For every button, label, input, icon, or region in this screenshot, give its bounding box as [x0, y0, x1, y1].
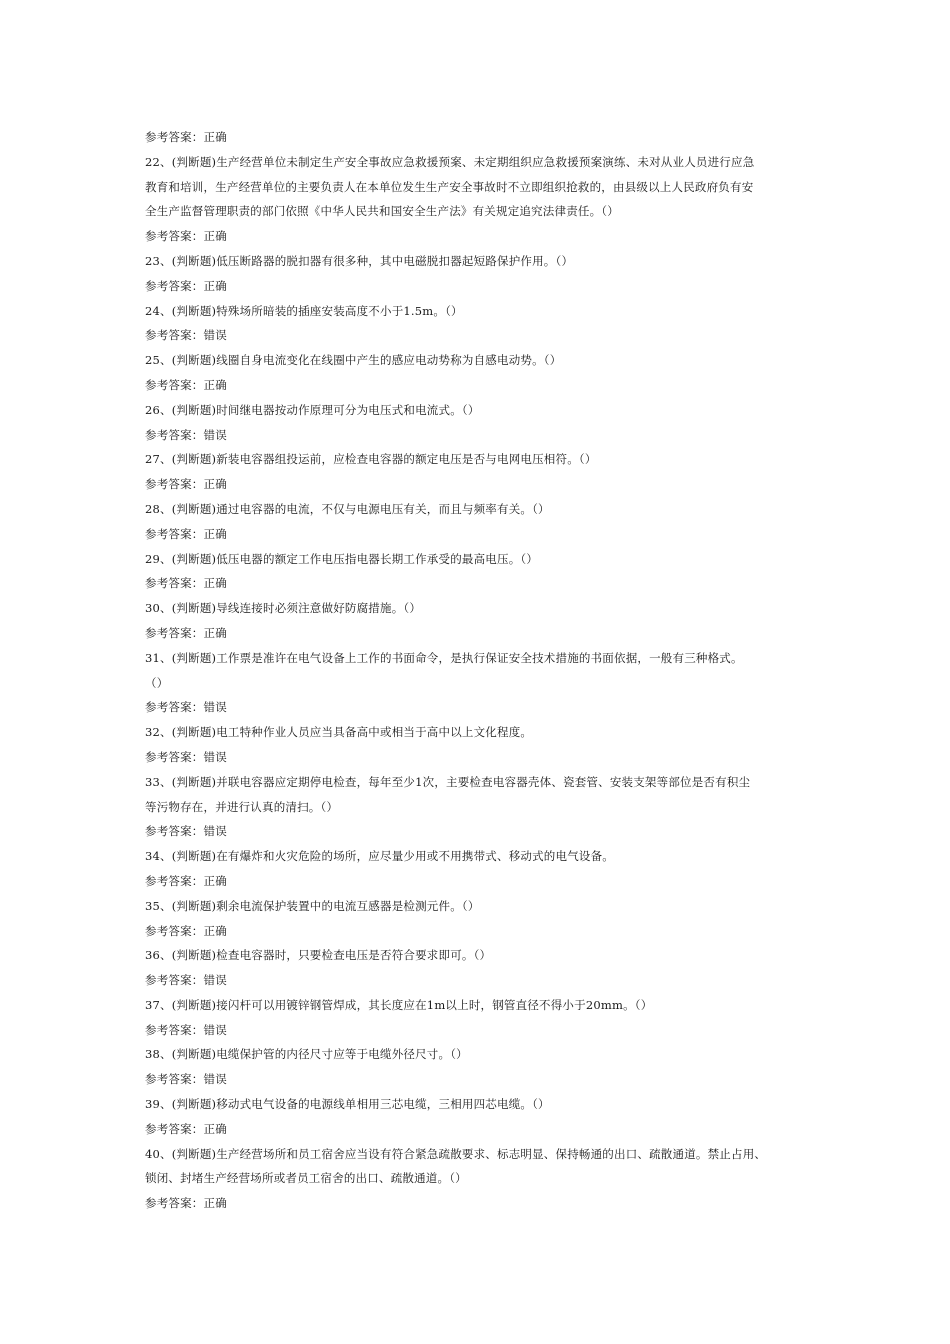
question-line: 37、(判断题)接闪杆可以用镀锌钢管焊成，其长度应在1m以上时，钢管直径不得小于20mm。（） [145, 997, 653, 1012]
answer-line: 参考答案：正确 [145, 130, 227, 144]
answer-line: 参考答案：错误 [145, 1072, 227, 1087]
question-line: 22、(判断题)生产经营单位未制定生产安全事故应急救援预案、未定期组织应急救援预案演练、未对从业人员进行应急 [145, 154, 755, 169]
answer-line: 参考答案：正确 [145, 1121, 227, 1136]
question-line: 30、(判断题)导线连接时必须注意做好防腐措施。（） [145, 601, 422, 616]
answer-line: 参考答案：错误 [145, 749, 227, 764]
question-line: 26、(判断题)时间继电器按动作原理可分为电压式和电流式。（） [145, 402, 480, 417]
question-line: 24、(判断题)特殊场所暗装的插座安装高度不小于1.5m。（） [145, 303, 463, 318]
question-line: 36、(判断题)检查电容器时，只要检查电压是否符合要求即可。（） [145, 948, 492, 963]
question-line: 28、(判断题)通过电容器的电流，不仅与电源电压有关，而且与频率有关。（） [145, 501, 550, 516]
answer-line: 参考答案：错误 [145, 328, 227, 343]
answer-line: 参考答案：正确 [145, 576, 227, 591]
question-line: 38、(判断题)电缆保护管的内径尺寸应等于电缆外径尺寸。（） [145, 1047, 468, 1062]
answer-line: 参考答案：正确 [145, 873, 227, 888]
answer-line: 参考答案：错误 [145, 700, 227, 715]
answer-line: 参考答案：正确 [145, 377, 227, 392]
document-page [145, 125, 815, 1216]
question-line: 31、(判断题)工作票是准许在电气设备上工作的书面命令，是执行保证安全技术措施的书面依据，一般有三种格式。 [145, 650, 743, 665]
answer-line: 参考答案：正确 [145, 526, 227, 541]
question-line: 等污物存在，并进行认真的清扫。（） [145, 799, 339, 814]
question-line: 锁闭、封堵生产经营场所或者员工宿舍的出口、疏散通道。（） [145, 1171, 467, 1186]
question-line: 34、(判断题)在有爆炸和火灾危险的场所，应尽量少用或不用携带式、移动式的电气设备。 [145, 849, 615, 864]
answer-line: 参考答案：正确 [145, 229, 227, 244]
question-line: 教育和培训，生产经营单位的主要负责人在本单位发生生产安全事故时不立即组织抢救的，由县级以上人民政府负有安 [145, 179, 754, 194]
answer-line: 参考答案：错误 [145, 973, 227, 988]
question-line: 32、(判断题)电工特种作业人员应当具备高中或相当于高中以上文化程度。 [145, 725, 533, 740]
answer-line: 参考答案：错误 [145, 427, 227, 442]
question-line: 40、(判断题)生产经营场所和员工宿舍应当设有符合紧急疏散要求、标志明显、保持畅通的出口、疏散通道。禁止占用、 [145, 1146, 767, 1161]
question-line: 25、(判断题)线圈自身电流变化在线圈中产生的感应电动势称为自感电动势。（） [145, 353, 562, 368]
answer-line: 参考答案：正确 [145, 278, 227, 293]
question-line: （） [145, 675, 169, 690]
answer-line: 参考答案：正确 [145, 625, 227, 640]
question-line: 23、(判断题)低压断路器的脱扣器有很多种，其中电磁脱扣器起短路保护作用。（） [145, 253, 574, 268]
answer-line: 参考答案：正确 [145, 923, 227, 938]
answer-line: 参考答案：正确 [145, 1196, 227, 1211]
question-line: 39、(判断题)移动式电气设备的电源线单相用三芯电缆，三相用四芯电缆。（） [145, 1097, 550, 1112]
question-line: 35、(判断题)剩余电流保护装置中的电流互感器是检测元件。（） [145, 898, 480, 913]
answer-line: 参考答案：错误 [145, 824, 227, 839]
question-line: 29、(判断题)低压电器的额定工作电压指电器长期工作承受的最高电压。（） [145, 551, 539, 566]
question-line: 全生产监督管理职责的部门依照《中华人民共和国安全生产法》有关规定追究法律责任。（） [145, 204, 619, 219]
answer-line: 参考答案：错误 [145, 1022, 227, 1037]
question-line: 27、(判断题)新装电容器组投运前，应检查电容器的额定电压是否与电网电压相符。（） [145, 452, 597, 467]
question-line: 33、(判断题)并联电容器应定期停电检查，每年至少1次，主要检查电容器壳体、瓷套管、安装支架等部位是否有积尘 [145, 774, 751, 789]
answer-line: 参考答案：正确 [145, 477, 227, 492]
